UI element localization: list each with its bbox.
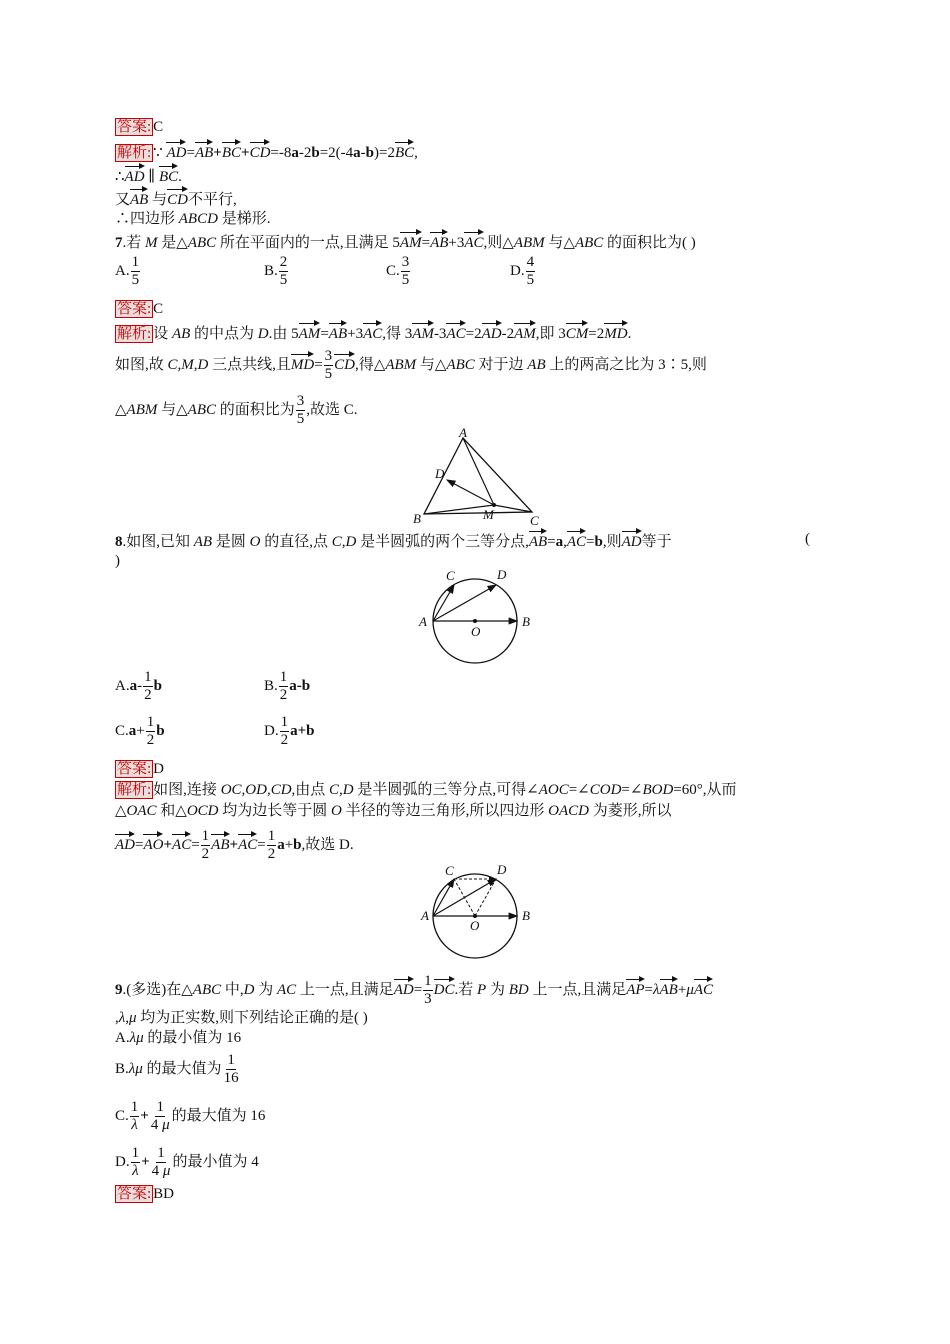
vector: AC: [363, 321, 382, 344]
answer-tag: 答案:: [117, 1186, 152, 1202]
fraction: $\frac{4}{5}$: [526, 254, 535, 288]
fraction: $\frac{1}{\lambda}$: [131, 1145, 140, 1179]
q7-triangle-figure: [410, 428, 550, 528]
q9-option-c: C. $\frac{1}{\lambda}$ + $\frac{1}{4 \mu}$ 的最大值为 16: [115, 1099, 266, 1133]
segment-am: [463, 438, 494, 505]
fraction: $\frac{3}{5}$: [324, 348, 333, 382]
q8-option-d: D. $\frac{1}{2}$ a+b: [264, 714, 315, 748]
q8-analysis-line-3: AD=AO+AC= $\frac{1}{2}$ AB+AC= $\frac{1}{2}$ a+b,故选 D.: [115, 828, 354, 862]
vector: AM: [400, 230, 422, 253]
q8-option-c: C.a+ $\frac{1}{2}$ b: [115, 714, 165, 748]
vector: AD: [125, 164, 145, 187]
fraction: $\frac{2}{5}$: [279, 254, 288, 288]
fraction: $\frac{1}{16}$: [223, 1052, 239, 1086]
vector: CD: [334, 352, 355, 375]
vector: AD: [166, 140, 186, 163]
vector: AD: [482, 321, 502, 344]
q6-answer-line: [115, 117, 163, 137]
vector: AB: [195, 140, 213, 163]
label-b: B: [522, 908, 530, 923]
vector: AC: [567, 529, 586, 552]
q8-paren-close: ): [115, 553, 120, 569]
vector: MD: [604, 321, 627, 344]
label-b: B: [413, 511, 421, 526]
vector: AC: [446, 321, 465, 344]
answer-value: D: [153, 761, 165, 777]
q8-option-b: B. $\frac{1}{2}$ a-b: [264, 669, 311, 703]
answer-value: C: [153, 301, 164, 317]
q7-analysis-line-1: 解析: 设 AB 的中点为 D.由 5AM=AB+3AC,得 3AM-3AC=2AD-2AM,即 3CM=2MD.: [115, 321, 631, 344]
fraction: $\frac{1}{4 \mu}$: [151, 1145, 171, 1179]
vector: AB: [329, 321, 347, 344]
vector: BC: [222, 140, 241, 163]
vector: AB: [529, 529, 547, 552]
vector: AM: [412, 321, 434, 344]
vector: DC: [434, 977, 455, 1000]
q7-answer-line: [115, 299, 163, 319]
q8-stem: 8.如图,已知 AB 是圆 O 的直径,点 C,D 是半圆弧的两个三等分点,AB=a,AC=b,则AD等于: [115, 529, 672, 552]
vector: AC: [238, 832, 257, 855]
vector: CM: [566, 321, 589, 344]
label-o: O: [471, 624, 481, 639]
q9-stem: 9.(多选)在△ABC 中,D 为 AC 上一点,且满足AD= $\frac{1}{3}$ DC.若 P 为 BD 上一点,且满足AP=λAB+μAC: [115, 973, 714, 1007]
analysis-tag: 解析:: [117, 782, 152, 798]
q7-analysis-line-2: 如图,故 C,M,D 三点共线,且MD= $\frac{3}{5}$ CD,得△ABM 与△ABC 对于边 AB 上的两高之比为 3∶5,则: [115, 348, 707, 382]
q6-analysis-line-1: 解析: ∵ AD=AB+BC+CD=-8a-2b=2(-4a-b)=2BC,: [115, 140, 418, 163]
q8-analysis-line-2: △OAC 和△OCD 均为边长等于圆 O 半径的等边三角形,所以四边形 OACD 为菱形,所以: [115, 803, 672, 819]
fraction: $\frac{1}{2}$: [146, 714, 155, 748]
fraction: $\frac{3}{5}$: [296, 393, 305, 427]
q8-analysis-line-1: 解析: 如图,连接 OC,OD,CD,由点 C,D 是半圆弧的三等分点,可得∠AOC=∠COD=∠BOD=60°,从而: [117, 782, 737, 798]
q9-option-d: D. $\frac{1}{\lambda}$ + $\frac{1}{4 \mu}$ 的最小值为 4: [115, 1145, 259, 1179]
q9-answer-line: [115, 1184, 174, 1204]
q7-option-b: B. $\frac{2}{5}$: [264, 254, 288, 288]
vector: BC: [159, 164, 178, 187]
label-a: A: [419, 614, 427, 629]
q7-option-d: D. $\frac{4}{5}$: [510, 254, 535, 288]
label-d: D: [435, 466, 445, 481]
label-a: A: [421, 908, 429, 923]
vector: AD: [115, 832, 135, 855]
analysis-tag: 解析:: [117, 326, 152, 342]
vector-md: [447, 480, 494, 505]
vector: AD: [622, 529, 642, 552]
answer-tag: 答案:: [117, 761, 152, 777]
q7-option-c: C. $\frac{3}{5}$: [386, 254, 410, 288]
label-c: C: [446, 568, 455, 583]
vector: BC: [395, 140, 414, 163]
vector: AC: [694, 977, 713, 1000]
fraction: $\frac{1}{2}$: [279, 669, 288, 703]
fraction: $\frac{1}{5}$: [131, 254, 140, 288]
answer-tag: 答案:: [117, 119, 152, 135]
fraction: $\frac{1}{3}$: [424, 973, 432, 1007]
fraction: $\frac{1}{4 \mu}$: [150, 1099, 170, 1133]
label-c: C: [530, 513, 539, 528]
q7-stem: 7.若 M 是△ABC 所在平面内的一点,且满足 5AM=AB+3AC,则△ABM 与△ABC 的面积比为( ): [115, 230, 696, 253]
label-b: B: [522, 614, 530, 629]
fraction: $\frac{1}{2}$: [144, 669, 152, 703]
vector: AC: [464, 230, 483, 253]
vector: CD: [250, 140, 271, 163]
answer-tag: 答案:: [117, 301, 152, 317]
q7-option-a: A. $\frac{1}{5}$: [115, 254, 140, 288]
vector: AB: [211, 832, 229, 855]
label-d: D: [497, 862, 507, 877]
vector: CD: [167, 187, 188, 210]
fraction: $\frac{1}{2}$: [280, 714, 289, 748]
q6-analysis-line-2: ∴AD ∥ BC.: [115, 164, 182, 187]
vector: AO: [143, 832, 163, 855]
q9-stem-line-2: ,λ,μ 均为正实数,则下列结论正确的是( ): [115, 1010, 368, 1026]
answer-value: C: [153, 119, 164, 135]
q7-analysis-line-3: △ABM 与△ABC 的面积比为 $\frac{3}{5}$ ,故选 C.: [115, 393, 358, 427]
analysis-tag: 解析:: [117, 145, 152, 161]
point-o: [473, 619, 477, 623]
label-c: C: [445, 863, 454, 878]
label-d: D: [497, 567, 507, 582]
q6-analysis-line-4: ∴四边形 ABCD 是梯形.: [115, 211, 271, 227]
q8-analysis-figure: [418, 862, 538, 962]
q6-analysis-line-3: 又AB 与CD不平行,: [115, 187, 237, 210]
vector: AB: [130, 187, 148, 210]
vector: AM: [299, 321, 321, 344]
q8-answer-line: [115, 759, 164, 779]
fraction: $\frac{1}{\lambda}$: [130, 1099, 139, 1133]
vector: AB: [430, 230, 448, 253]
vector: AB: [660, 977, 678, 1000]
label-a: A: [459, 428, 467, 440]
fraction: $\frac{3}{5}$: [401, 254, 410, 288]
q9-option-a: A.λμ 的最小值为 16: [115, 1030, 242, 1046]
fraction: $\frac{1}{2}$: [201, 828, 210, 862]
label-m: M: [483, 507, 494, 522]
q8-circle-figure: [414, 563, 540, 669]
vector: AD: [394, 977, 414, 1000]
vector: AM: [514, 321, 536, 344]
q8-option-a: A.a- $\frac{1}{2}$ b: [115, 669, 162, 703]
q8-paren-open: (: [805, 531, 810, 547]
answer-value: BD: [153, 1186, 175, 1202]
vector: MD: [291, 352, 314, 375]
fraction: $\frac{1}{2}$: [267, 828, 276, 862]
vector-ad: [433, 585, 496, 621]
vector: AP: [626, 977, 644, 1000]
vector: AC: [172, 832, 191, 855]
label-o: O: [470, 918, 480, 933]
q9-option-b: B.λμ 的最大值为 $\frac{1}{16}$: [115, 1052, 239, 1086]
segment-oc: [454, 879, 475, 916]
